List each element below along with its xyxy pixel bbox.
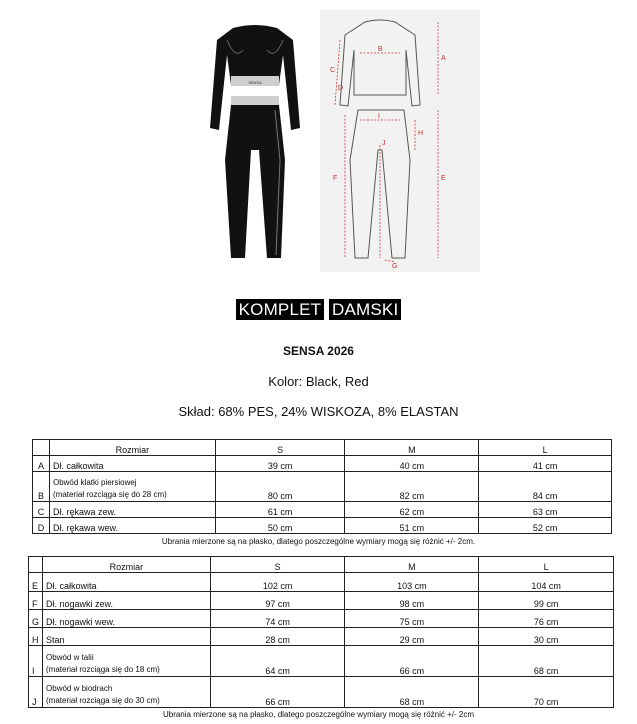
diagram-label: C bbox=[330, 67, 336, 74]
value-cell: 80 cm bbox=[215, 472, 345, 502]
value-cell: 76 cm bbox=[479, 610, 614, 628]
table-row bbox=[29, 628, 614, 646]
value-cell: 97 cm bbox=[210, 592, 345, 610]
row-label bbox=[43, 677, 211, 708]
table-row bbox=[29, 677, 614, 708]
header-cell: S bbox=[215, 440, 345, 456]
value-cell: 29 cm bbox=[345, 628, 479, 646]
value-cell: 99 cm bbox=[479, 592, 614, 610]
value-cell: 102 cm bbox=[210, 573, 345, 592]
label-line: Obwód klatki piersiowej bbox=[52, 478, 137, 487]
measurement-sketch bbox=[320, 10, 480, 272]
label-note: (materiał rozciąga się do 18 cm) bbox=[46, 665, 160, 674]
value-cell: 64 cm bbox=[210, 646, 345, 677]
row-code: G bbox=[29, 610, 43, 628]
row-label: Dł. całkowita bbox=[49, 456, 215, 472]
table-header bbox=[33, 440, 612, 456]
value-cell: 75 cm bbox=[345, 610, 479, 628]
label-note: (materiał rozciąga się do 28 cm) bbox=[52, 490, 167, 499]
table-row bbox=[29, 573, 614, 592]
value-cell: 63 cm bbox=[479, 502, 612, 518]
diagram-label: D bbox=[338, 85, 344, 92]
label-note: (materiał rozciąga się do 30 cm) bbox=[46, 696, 160, 705]
row-label: Dł. nogawki zew. bbox=[43, 592, 211, 610]
row-code: D bbox=[33, 518, 50, 534]
value-cell: 103 cm bbox=[345, 573, 479, 592]
svg-text:SENSA: SENSA bbox=[248, 80, 262, 85]
table-row bbox=[29, 592, 614, 610]
value-cell: 50 cm bbox=[215, 518, 345, 534]
value-cell: 28 cm bbox=[210, 628, 345, 646]
diagram-label: I bbox=[378, 113, 380, 120]
value-cell: 98 cm bbox=[345, 592, 479, 610]
value-cell: 61 cm bbox=[215, 502, 345, 518]
diagram-label: G bbox=[392, 263, 398, 270]
row-code: J bbox=[29, 677, 43, 708]
title-word: DAMSKI bbox=[329, 299, 401, 320]
measurement-note: Ubrania mierzone są na płasko, dlatego poszczególne wymiary mogą się różnić +/- 2cm. bbox=[161, 537, 476, 546]
table-row bbox=[29, 646, 614, 677]
row-label: Dł. całkowita bbox=[43, 573, 211, 592]
value-cell: 66 cm bbox=[210, 677, 345, 708]
row-code: I bbox=[29, 646, 43, 677]
row-code: A bbox=[33, 456, 50, 472]
row-label: Stan bbox=[43, 628, 211, 646]
value-cell: 84 cm bbox=[479, 472, 612, 502]
value-cell: 30 cm bbox=[479, 628, 614, 646]
diagram-label: F bbox=[333, 175, 338, 182]
diagram-label: B bbox=[378, 46, 383, 53]
value-cell: 39 cm bbox=[215, 456, 345, 472]
header-cell: L bbox=[479, 440, 612, 456]
row-label: Dł. rękawa wew. bbox=[49, 518, 215, 534]
product-images bbox=[205, 10, 480, 275]
table-row bbox=[29, 610, 614, 628]
value-cell: 52 cm bbox=[479, 518, 612, 534]
header-cell: Rozmiar bbox=[43, 557, 211, 573]
title-word: KOMPLET bbox=[236, 299, 325, 320]
row-code: E bbox=[29, 573, 43, 592]
table-header bbox=[29, 557, 614, 573]
product-title bbox=[0, 300, 637, 320]
value-cell: 70 cm bbox=[479, 677, 614, 708]
measurement-note: Ubrania mierzone są na płasko, dlatego poszczególne wymiary mogą się różnić +/- 2cm bbox=[162, 710, 475, 719]
value-cell: 82 cm bbox=[345, 472, 479, 502]
value-cell: 62 cm bbox=[345, 502, 479, 518]
value-cell: 74 cm bbox=[210, 610, 345, 628]
row-label bbox=[43, 646, 211, 677]
value-cell: 41 cm bbox=[479, 456, 612, 472]
row-label: Dł. nogawki wew. bbox=[43, 610, 211, 628]
header-cell: S bbox=[210, 557, 345, 573]
model-name: SENSA 2026 bbox=[283, 344, 354, 358]
header-cell: Rozmiar bbox=[49, 440, 215, 456]
value-cell: 40 cm bbox=[345, 456, 479, 472]
row-code: B bbox=[33, 472, 50, 502]
label-line: Obwód w talii bbox=[46, 653, 94, 662]
label-line: Obwód w biodrach bbox=[46, 684, 113, 693]
value-cell: 68 cm bbox=[345, 677, 479, 708]
row-code: H bbox=[29, 628, 43, 646]
product-photo bbox=[205, 10, 305, 275]
row-code: C bbox=[33, 502, 50, 518]
diagram-label: H bbox=[418, 130, 424, 137]
table-row bbox=[33, 502, 612, 518]
composition-line: Skład: 68% PES, 24% WISKOZA, 8% ELASTAN bbox=[178, 404, 459, 419]
header-cell: M bbox=[345, 557, 479, 573]
table-row bbox=[33, 518, 612, 534]
table-row bbox=[33, 472, 612, 502]
table-row bbox=[33, 456, 612, 472]
header-cell: L bbox=[479, 557, 614, 573]
row-label bbox=[49, 472, 215, 502]
value-cell: 66 cm bbox=[345, 646, 479, 677]
diagram-label: J bbox=[382, 140, 386, 147]
value-cell: 51 cm bbox=[345, 518, 479, 534]
top-size-table bbox=[32, 439, 612, 534]
value-cell: 68 cm bbox=[479, 646, 614, 677]
value-cell: 104 cm bbox=[479, 573, 614, 592]
diagram-label: E bbox=[441, 175, 446, 182]
diagram-label: A bbox=[441, 55, 446, 62]
row-label: Dł. rękawa zew. bbox=[49, 502, 215, 518]
header-cell: M bbox=[345, 440, 479, 456]
bottom-size-table bbox=[28, 556, 614, 708]
color-line: Kolor: Black, Red bbox=[268, 374, 369, 389]
row-code: F bbox=[29, 592, 43, 610]
